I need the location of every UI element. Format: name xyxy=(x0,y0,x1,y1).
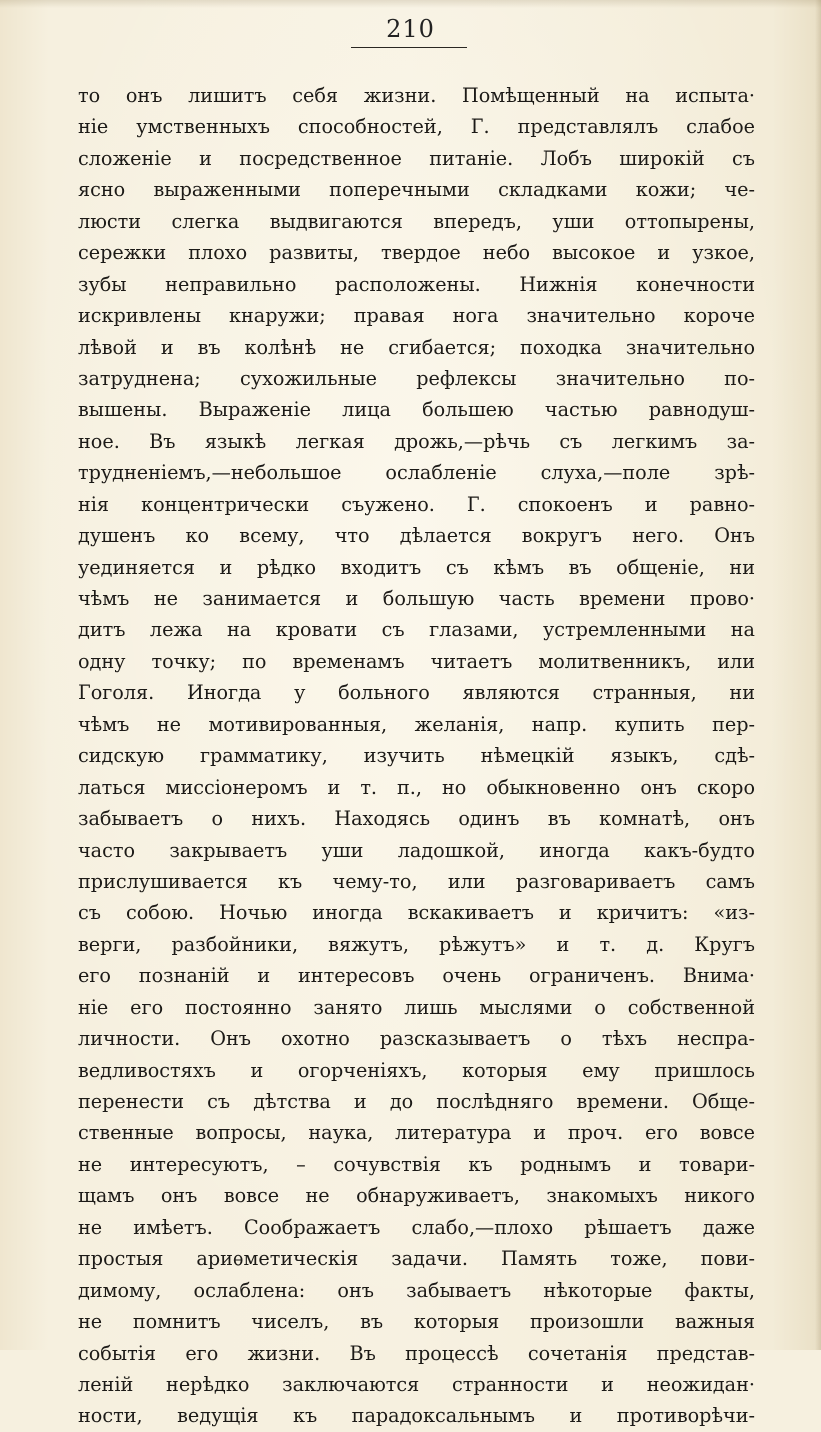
text-line: сложенiе и посредственное питанiе. Лобъ широкiй съ xyxy=(78,146,755,170)
text-line: часто закрываетъ уши ладошкой, иногда какъ-будто xyxy=(78,838,755,862)
text-line: личности. Онъ охотно разсказываетъ о тѣхъ неспра- xyxy=(78,1027,755,1051)
text-line: его познанiй и интересовъ очень ограниченъ. Внима· xyxy=(78,964,755,988)
text-line: искривлены кнаружи; правая нога значительно короче xyxy=(78,304,755,328)
text-line: Гоголя. Иногда у больного являются странныя, ни xyxy=(78,681,755,705)
text-line: чѣмъ не мотивированныя, желанiя, напр. купить пер- xyxy=(78,712,755,736)
text-line: ственные вопросы, наука, литература и проч. его вовсе xyxy=(78,1121,755,1145)
text-line: вышены. Выраженiе лица большею частью равнодуш- xyxy=(78,398,755,422)
text-line: событiя его жизни. Въ процессѣ сочетанiя представ- xyxy=(78,1341,755,1365)
text-line: не имѣетъ. Соображаетъ слабо,—плохо рѣшаетъ даже xyxy=(78,1215,755,1239)
header-rule xyxy=(351,47,467,48)
text-line: сережки плохо развиты, твердое небо высокое и узкое, xyxy=(78,241,755,265)
text-line: латься миссiонеромъ и т. п., но обыкновенно онъ скоро xyxy=(78,775,755,799)
text-line: дитъ лежа на кровати съ глазами, устремленными на xyxy=(78,618,755,642)
text-line: ясно выраженными поперечными складками кожи; че- xyxy=(78,178,755,202)
text-line: нiя концентрически съужено. Г. спокоенъ и равно- xyxy=(78,492,755,516)
text-line: ности, ведущiя къ парадоксальнымъ и противорѣчи- xyxy=(78,1404,755,1428)
text-line: лѣвой и въ колѣнѣ не сгибается; походка значительно xyxy=(78,335,755,359)
text-line: съ собою. Ночью иногда вскакиваетъ и кричитъ: «из- xyxy=(78,901,755,925)
text-line: прислушивается къ чему-то, или разговариваетъ самъ xyxy=(78,869,755,893)
text-line: ное. Въ языкѣ легкая дрожь,—рѣчь съ легкимъ за- xyxy=(78,429,755,453)
text-line: нiе умственныхъ способностей, Г. представлялъ слабое xyxy=(78,115,755,139)
text-line: простыя ариѳметическiя задачи. Память тоже, пови- xyxy=(78,1247,755,1271)
text-line: чѣмъ не занимается и большую часть времени прово· xyxy=(78,587,755,610)
text-line: уединяется и рѣдко входитъ съ кѣмъ въ общенiе, ни xyxy=(78,555,755,579)
page-top-shadow xyxy=(0,0,821,8)
text-line: щамъ онъ вовсе не обнаруживаетъ, знакомыхъ никого xyxy=(78,1184,755,1208)
text-line: люсти слегка выдвигаются впередъ, уши оттопырены, xyxy=(78,209,755,233)
text-line: забываетъ о нихъ. Находясь одинъ въ комнатѣ, онъ xyxy=(78,807,755,831)
text-line: не помнитъ чиселъ, въ которыя произошли важныя xyxy=(78,1310,755,1334)
text-line: сидскую грамматику, изучить нѣмецкiй языкъ, сдѣ- xyxy=(78,744,755,768)
text-line: не интересуютъ, – сочувствiя къ роднымъ и товари- xyxy=(78,1152,755,1176)
text-line: ленiй нерѣдко заключаются странности и неожидан· xyxy=(78,1372,755,1396)
text-line: зубы неправильно расположены. Нижнiя конечности xyxy=(78,272,755,296)
text-line: перенести съ дѣтства и до послѣдняго времени. Обще- xyxy=(78,1090,755,1113)
text-line: верги, разбойники, вяжутъ, рѣжутъ» и т. д. Кругъ xyxy=(78,932,755,956)
text-line: душенъ ко всему, что дѣлается вокругъ него. Онъ xyxy=(78,524,755,548)
text-line: нiе его постоянно занято лишь мыслями о собственной xyxy=(78,995,755,1019)
text-line: трудненiемъ,—небольшое ослабленiе слуха,—поле зрѣ- xyxy=(78,461,755,485)
body-text xyxy=(78,80,755,1432)
text-line: димому, ослаблена: онъ забываетъ нѣкоторые факты, xyxy=(78,1278,755,1302)
text-line: ведливостяхъ и огорченiяхъ, которыя ему пришлось xyxy=(78,1058,755,1082)
page-edge-shadow xyxy=(815,0,821,1350)
text-line: одну точку; по временамъ читаетъ молитвенникъ, или xyxy=(78,649,755,673)
text-line: затруднена; сухожильные рефлексы значительно по- xyxy=(78,366,755,390)
page-number: 210 xyxy=(386,15,435,43)
text-line: то онъ лишитъ себя жизни. Помѣщенный на испыта· xyxy=(78,84,755,107)
